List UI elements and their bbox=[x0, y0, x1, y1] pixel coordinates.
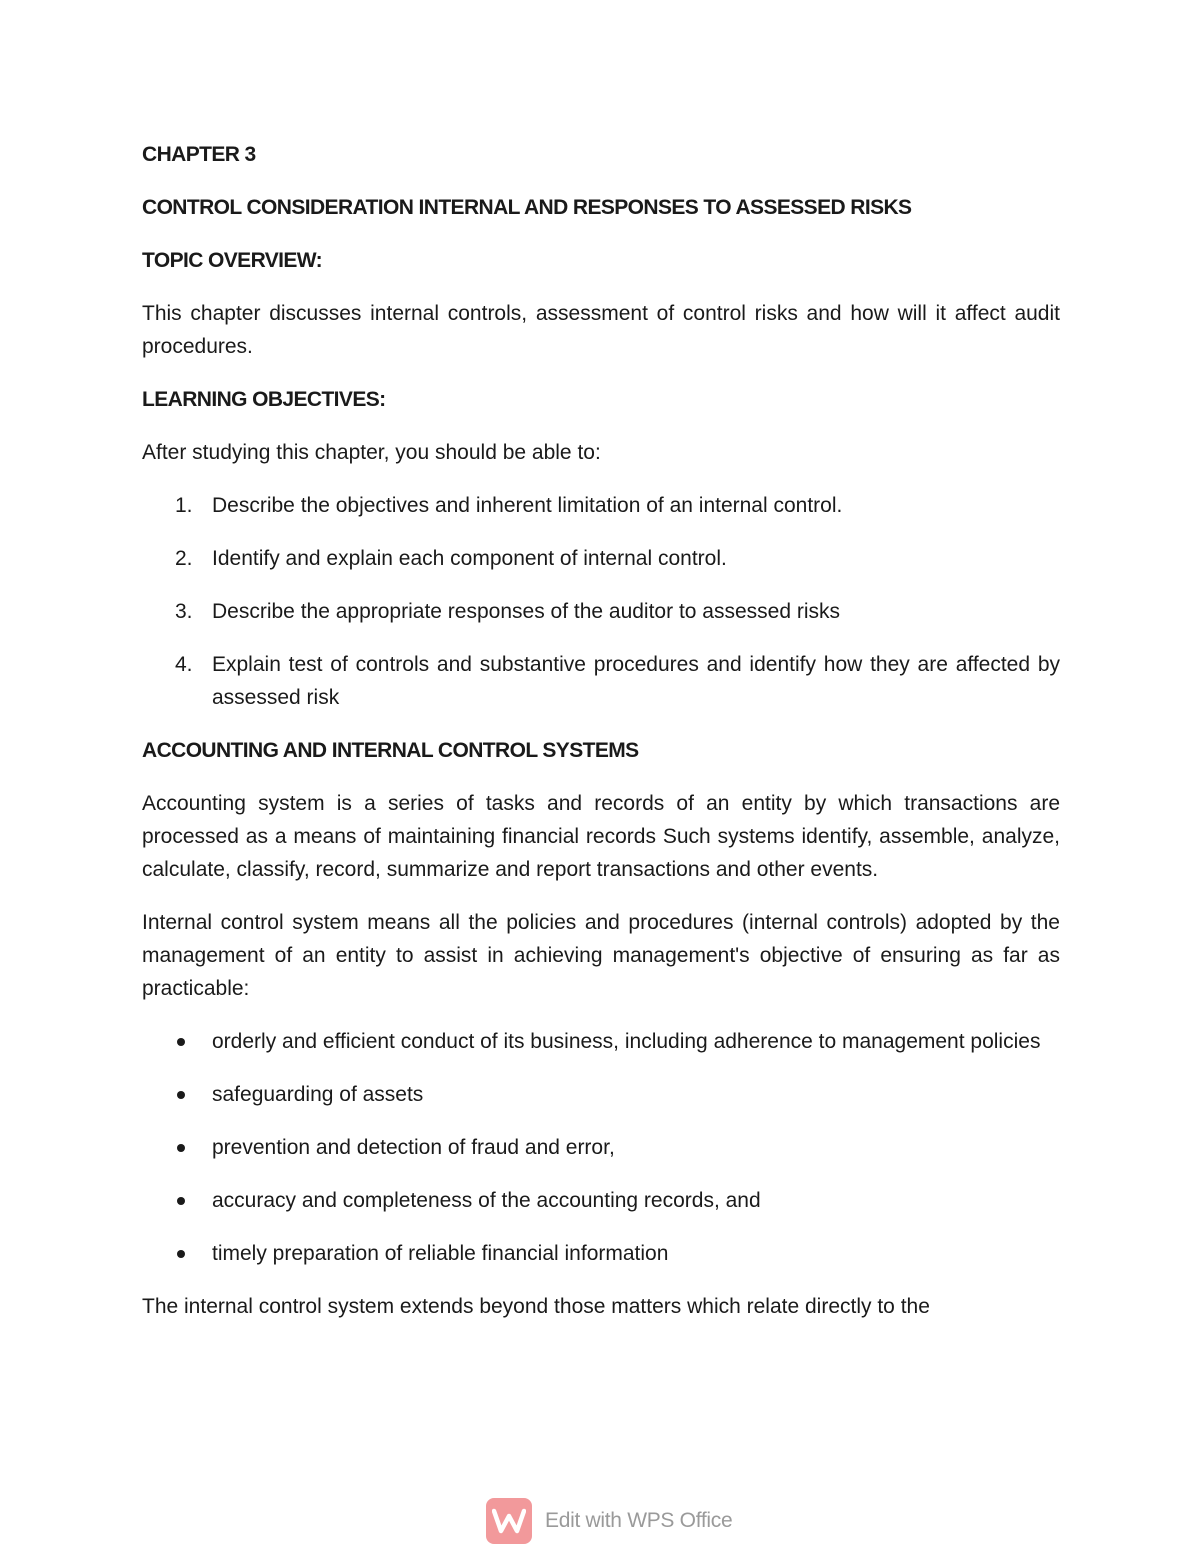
chapter-title: CONTROL CONSIDERATION INTERNAL AND RESPONSES TO ASSESSED RISKS bbox=[142, 196, 912, 219]
wps-footer[interactable] bbox=[486, 1497, 732, 1545]
chapter-label: CHAPTER 3 bbox=[142, 143, 256, 166]
objective-number: 2. bbox=[175, 547, 193, 570]
systems-heading: ACCOUNTING AND INTERNAL CONTROL SYSTEMS bbox=[142, 739, 639, 762]
bullet-item bbox=[142, 1184, 1060, 1217]
wps-w-glyph bbox=[492, 1508, 526, 1534]
bullet-text: accuracy and completeness of the accounting records, and bbox=[212, 1189, 761, 1212]
document-page bbox=[142, 138, 1060, 1343]
objectives-list bbox=[142, 489, 1060, 714]
objectives-heading: LEARNING OBJECTIVES: bbox=[142, 388, 386, 411]
overview-heading: TOPIC OVERVIEW: bbox=[142, 249, 323, 272]
objective-item bbox=[142, 542, 1060, 575]
bullet-text: timely preparation of reliable financial information bbox=[212, 1242, 669, 1265]
closing-paragraph: The internal control system extends beyond those matters which relate directly to the bbox=[142, 1295, 930, 1318]
objective-number: 3. bbox=[175, 600, 193, 623]
bullet-text: orderly and efficient conduct of its business, including adherence to management policies bbox=[212, 1030, 1041, 1053]
objectives-intro: After studying this chapter, you should be able to: bbox=[142, 441, 601, 464]
bullet-text: safeguarding of assets bbox=[212, 1083, 424, 1106]
bullet-item bbox=[142, 1078, 1060, 1111]
bullet-text: prevention and detection of fraud and error, bbox=[212, 1136, 615, 1159]
bullet-item bbox=[142, 1131, 1060, 1164]
internal-control-paragraph: Internal control system means all the policies and procedures (internal controls) adopted by the management of an entity to assist in achieving management's objective of ensuring as far as practicable: bbox=[142, 911, 1060, 1000]
wps-logo-icon[interactable] bbox=[486, 1498, 532, 1544]
objectives-bullet-list bbox=[142, 1025, 1060, 1270]
bullet-dot-icon bbox=[177, 1250, 185, 1258]
bullet-dot-icon bbox=[177, 1038, 185, 1046]
bullet-dot-icon bbox=[177, 1091, 185, 1099]
bullet-item bbox=[142, 1237, 1060, 1270]
wps-edit-link[interactable]: Edit with WPS Office bbox=[545, 1509, 733, 1532]
objective-text: Describe the objectives and inherent limitation of an internal control. bbox=[212, 494, 843, 517]
objective-item bbox=[142, 489, 1060, 522]
objective-text: Explain test of controls and substantive procedures and identify how they are affected by assessed risk bbox=[212, 653, 1060, 709]
bullet-dot-icon bbox=[177, 1197, 185, 1205]
objective-number: 1. bbox=[175, 494, 193, 517]
objective-number: 4. bbox=[175, 653, 193, 676]
bullet-dot-icon bbox=[177, 1144, 185, 1152]
overview-text: This chapter discusses internal controls, assessment of control risks and how will it affect audit procedures. bbox=[142, 302, 1060, 358]
objective-text: Describe the appropriate responses of the auditor to assessed risks bbox=[212, 600, 841, 623]
objective-text: Identify and explain each component of internal control. bbox=[212, 547, 727, 570]
bullet-item bbox=[142, 1025, 1060, 1058]
objective-item bbox=[142, 648, 1060, 714]
objective-item bbox=[142, 595, 1060, 628]
accounting-paragraph: Accounting system is a series of tasks and records of an entity by which transactions are processed as a means of maintaining financial records Such systems identify, assemble, analyze, calculate, classify, record, summarize and report transactions and other events. bbox=[142, 792, 1060, 881]
